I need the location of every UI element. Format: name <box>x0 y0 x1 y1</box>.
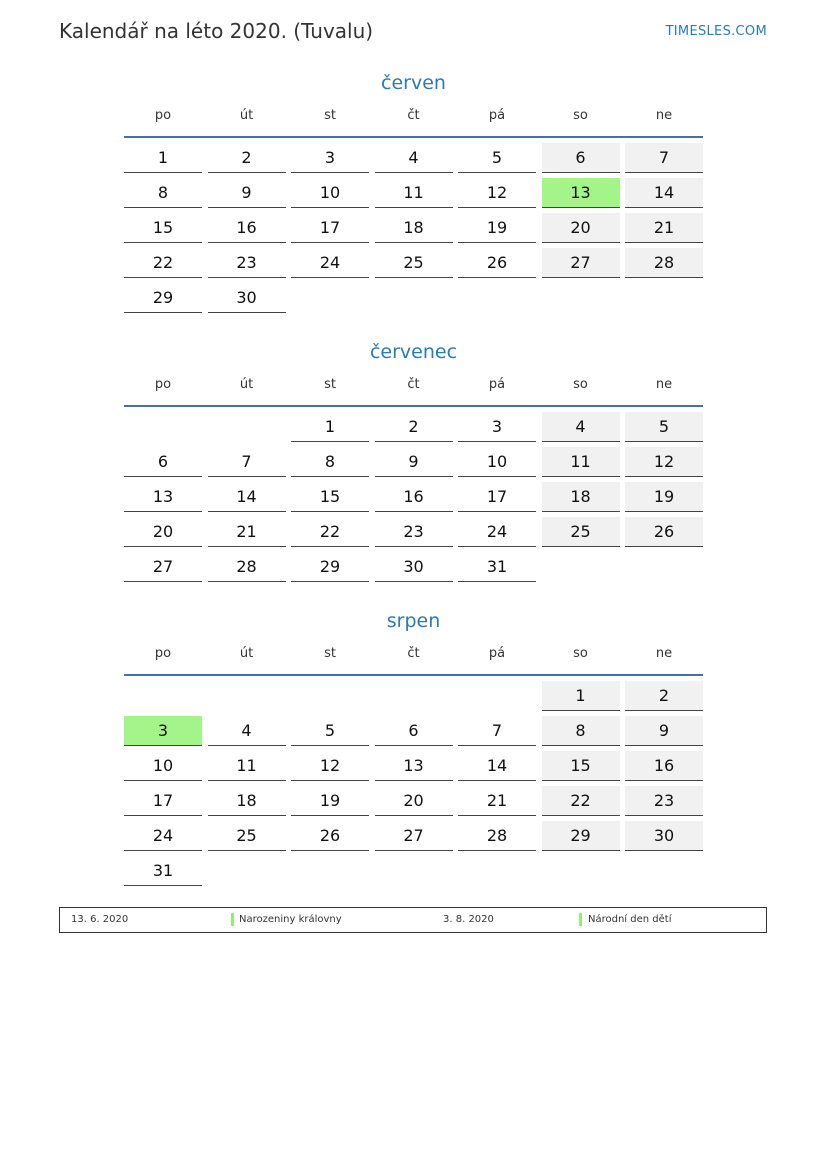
empty-cell <box>375 681 453 710</box>
day-cell: 4 <box>375 143 453 173</box>
month-title: červen <box>381 72 446 94</box>
day-cell: 14 <box>625 178 703 208</box>
weekday-label: út <box>239 377 254 392</box>
day-cell: 31 <box>458 552 536 582</box>
empty-cell <box>458 681 536 710</box>
day-cell: 17 <box>124 786 202 816</box>
day-cell: 11 <box>208 751 286 781</box>
day-cell: 20 <box>375 786 453 816</box>
weekday-label: so <box>573 377 588 392</box>
weekday-label: čt <box>407 646 420 661</box>
day-cell: 7 <box>208 447 286 477</box>
day-grid <box>124 412 703 582</box>
day-cell: 4 <box>208 716 286 746</box>
day-cell: 18 <box>542 482 620 512</box>
weekday-label: po <box>154 646 172 661</box>
day-cell: 6 <box>124 447 202 477</box>
month-june <box>124 68 703 313</box>
day-cell: 8 <box>124 178 202 208</box>
day-cell: 10 <box>458 447 536 477</box>
day-cell: 13 <box>124 482 202 512</box>
day-cell: 3 <box>458 412 536 442</box>
weekday-header <box>124 102 703 138</box>
empty-cell <box>291 681 369 710</box>
weekday-label: ne <box>655 377 673 392</box>
day-cell: 25 <box>375 248 453 278</box>
weekday-label: čt <box>407 108 420 123</box>
weekday-header <box>124 371 703 407</box>
day-cell: 12 <box>458 178 536 208</box>
day-cell: 19 <box>291 786 369 816</box>
empty-cell <box>208 412 286 441</box>
day-cell: 30 <box>375 552 453 582</box>
day-cell: 29 <box>291 552 369 582</box>
day-cell: 10 <box>124 751 202 781</box>
page-title: Kalendář na léto 2020. (Tuvalu) <box>59 19 374 43</box>
day-cell: 1 <box>291 412 369 442</box>
day-cell: 27 <box>124 552 202 582</box>
day-cell: 11 <box>542 447 620 477</box>
day-cell: 5 <box>291 716 369 746</box>
day-cell: 17 <box>458 482 536 512</box>
day-cell: 14 <box>208 482 286 512</box>
day-cell: 21 <box>458 786 536 816</box>
day-cell: 2 <box>625 681 703 711</box>
weekday-label: so <box>573 646 588 661</box>
day-cell: 28 <box>458 821 536 851</box>
holiday-day-cell: 13 <box>542 178 620 208</box>
day-cell: 18 <box>375 213 453 243</box>
day-cell: 20 <box>542 213 620 243</box>
day-cell: 1 <box>542 681 620 711</box>
day-cell: 27 <box>375 821 453 851</box>
day-cell: 11 <box>375 178 453 208</box>
day-cell: 28 <box>625 248 703 278</box>
day-cell: 16 <box>208 213 286 243</box>
weekday-label: st <box>324 646 336 661</box>
day-cell: 15 <box>124 213 202 243</box>
day-cell: 14 <box>458 751 536 781</box>
day-cell: 2 <box>208 143 286 173</box>
day-cell: 23 <box>208 248 286 278</box>
day-cell: 31 <box>124 856 202 886</box>
day-cell: 30 <box>625 821 703 851</box>
holiday-legend <box>59 907 767 933</box>
day-cell: 13 <box>375 751 453 781</box>
day-cell: 24 <box>124 821 202 851</box>
day-cell: 23 <box>625 786 703 816</box>
weekday-label: so <box>573 108 588 123</box>
day-cell: 17 <box>291 213 369 243</box>
weekday-label: pá <box>488 377 506 392</box>
day-cell: 22 <box>291 517 369 547</box>
day-cell: 15 <box>542 751 620 781</box>
empty-cell <box>208 681 286 710</box>
weekday-label: po <box>154 108 172 123</box>
legend-date-2: 3. 8. 2020 <box>443 914 494 925</box>
month-august <box>124 606 703 886</box>
day-cell: 15 <box>291 482 369 512</box>
day-cell: 19 <box>458 213 536 243</box>
month-july <box>124 337 703 582</box>
day-cell: 25 <box>542 517 620 547</box>
day-cell: 29 <box>542 821 620 851</box>
day-cell: 24 <box>291 248 369 278</box>
weekday-header <box>124 640 703 676</box>
day-cell: 21 <box>208 517 286 547</box>
weekday-label: út <box>239 646 254 661</box>
weekday-label: po <box>154 377 172 392</box>
legend-color-mark-2 <box>579 913 582 926</box>
weekday-label: ne <box>655 646 673 661</box>
day-cell: 12 <box>291 751 369 781</box>
day-cell: 12 <box>625 447 703 477</box>
empty-cell <box>124 681 202 710</box>
weekday-label: pá <box>488 108 506 123</box>
weekday-label: ne <box>655 108 673 123</box>
day-cell: 25 <box>208 821 286 851</box>
day-cell: 19 <box>625 482 703 512</box>
weekday-label: st <box>324 108 336 123</box>
day-cell: 5 <box>625 412 703 442</box>
day-cell: 20 <box>124 517 202 547</box>
day-cell: 5 <box>458 143 536 173</box>
day-cell: 27 <box>542 248 620 278</box>
day-cell: 4 <box>542 412 620 442</box>
day-cell: 22 <box>124 248 202 278</box>
day-cell: 10 <box>291 178 369 208</box>
empty-cell <box>124 412 202 441</box>
day-cell: 28 <box>208 552 286 582</box>
holiday-day-cell: 3 <box>124 716 202 746</box>
weekday-label: pá <box>488 646 506 661</box>
day-cell: 6 <box>375 716 453 746</box>
weekday-label: čt <box>407 377 420 392</box>
day-cell: 9 <box>375 447 453 477</box>
day-cell: 16 <box>375 482 453 512</box>
day-cell: 16 <box>625 751 703 781</box>
day-cell: 6 <box>542 143 620 173</box>
day-cell: 26 <box>625 517 703 547</box>
day-cell: 7 <box>625 143 703 173</box>
day-cell: 1 <box>124 143 202 173</box>
day-cell: 8 <box>542 716 620 746</box>
day-cell: 21 <box>625 213 703 243</box>
day-cell: 26 <box>458 248 536 278</box>
day-grid <box>124 681 703 886</box>
day-cell: 9 <box>625 716 703 746</box>
day-cell: 26 <box>291 821 369 851</box>
day-cell: 18 <box>208 786 286 816</box>
day-cell: 8 <box>291 447 369 477</box>
day-cell: 23 <box>375 517 453 547</box>
day-cell: 24 <box>458 517 536 547</box>
legend-holiday-2: Národní den dětí <box>588 914 672 925</box>
day-cell: 30 <box>208 283 286 313</box>
day-cell: 2 <box>375 412 453 442</box>
day-cell: 9 <box>208 178 286 208</box>
day-cell: 29 <box>124 283 202 313</box>
month-title: srpen <box>386 610 441 632</box>
legend-color-mark-1 <box>231 913 234 926</box>
day-cell: 3 <box>291 143 369 173</box>
day-cell: 22 <box>542 786 620 816</box>
weekday-label: st <box>324 377 336 392</box>
day-cell: 7 <box>458 716 536 746</box>
legend-date-1: 13. 6. 2020 <box>71 914 129 925</box>
month-title: červenec <box>369 341 458 363</box>
day-grid <box>124 143 703 313</box>
legend-holiday-1: Narozeniny královny <box>239 914 342 925</box>
site-link[interactable]: TIMESLES.COM <box>665 24 767 39</box>
weekday-label: út <box>239 108 254 123</box>
